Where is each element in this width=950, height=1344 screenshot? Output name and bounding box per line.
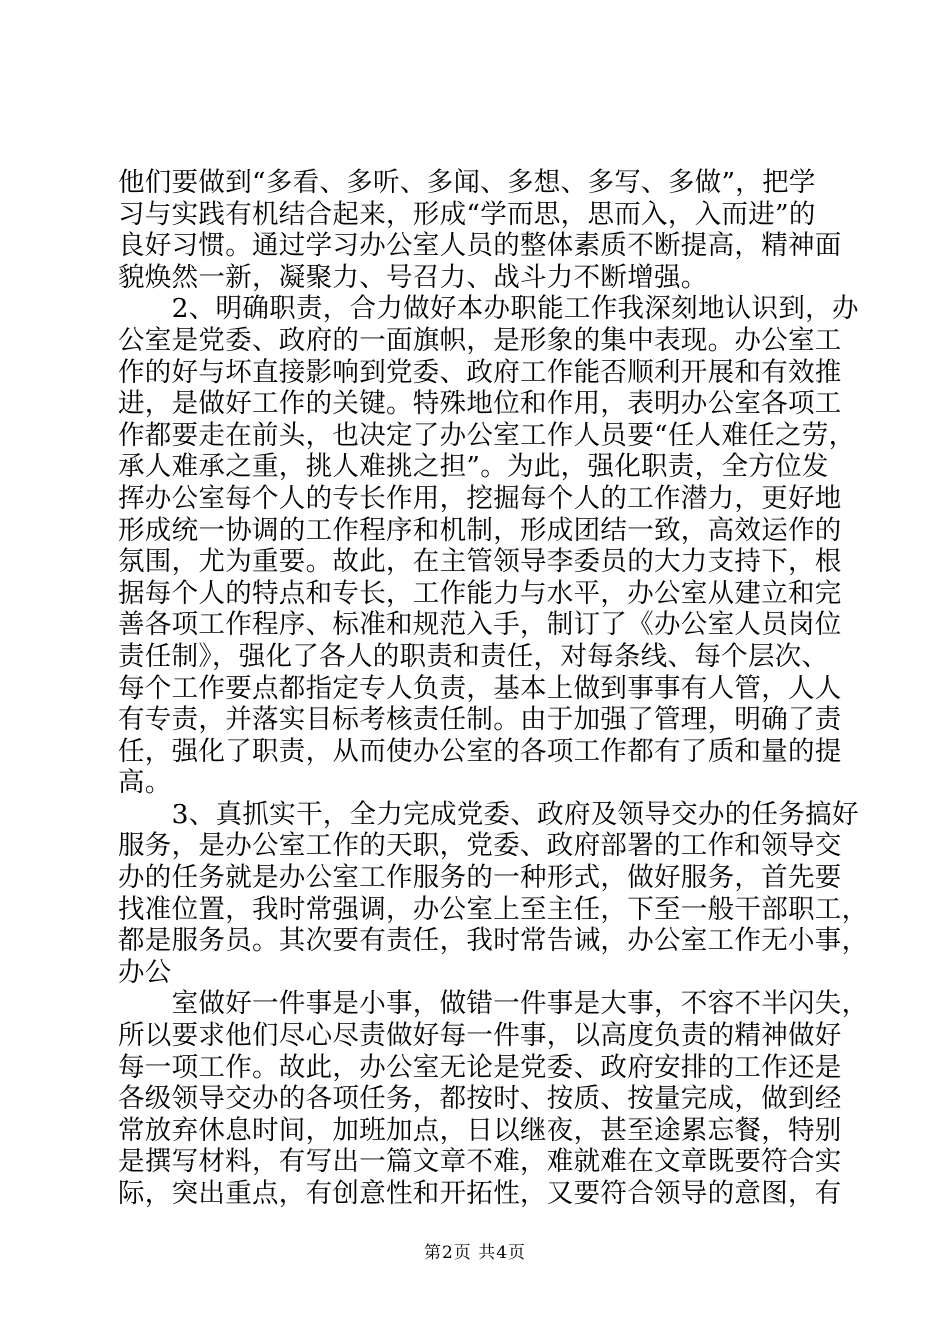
text-line: 作都要走在前头，也决定了办公室工作人员要“任人难任之劳， bbox=[118, 419, 856, 451]
text-line: 3、真抓实干，全力完成党委、政府及领导交办的任务搞好 bbox=[118, 798, 859, 830]
text-line: 习与实践有机结合起来，形成“学而思，思而入，入而进”的 bbox=[118, 198, 816, 230]
text-line: 责任制》，强化了各人的职责和责任，对每条线、每个层次、 bbox=[118, 640, 829, 672]
page-number-footer: 第2页 共4页 bbox=[423, 1243, 527, 1263]
text-line: 高。 bbox=[118, 767, 172, 799]
text-line: 室做好一件事是小事，做错一件事是大事，不容不半闪失， bbox=[118, 988, 869, 1020]
document-body bbox=[118, 167, 869, 1210]
text-line: 有专责，并落实目标考核责任制。由于加强了管理，明确了责 bbox=[118, 704, 842, 736]
text-line: 良好习惯。通过学习办公室人员的整体素质不断提高，精神面 bbox=[118, 230, 842, 262]
text-line: 形成统一协调的工作程序和机制，形成团结一致，高效运作的 bbox=[118, 514, 842, 546]
text-line: 都是服务员。其次要有责任，我时常告诫，办公室工作无小事， bbox=[118, 925, 869, 957]
text-line: 办公 bbox=[118, 956, 172, 988]
text-line: 所以要求他们尽心尽责做好每一件事，以高度负责的精神做好 bbox=[118, 1020, 842, 1052]
text-line: 貌焕然一新，凝聚力、号召力、战斗力不断增强。 bbox=[118, 261, 708, 293]
text-line: 每个工作要点都指定专人负责，基本上做到事事有人管，人人 bbox=[118, 672, 842, 704]
text-line: 每一项工作。故此，办公室无论是党委、政府安排的工作还是 bbox=[118, 1051, 842, 1083]
text-line: 是撰写材料，有写出一篇文章不难，难就难在文章既要符合实 bbox=[118, 1146, 842, 1178]
text-line: 进，是做好工作的关键。特殊地位和作用，表明办公室各项工 bbox=[118, 388, 842, 420]
text-line: 际，突出重点，有创意性和开拓性，又要符合领导的意图，有 bbox=[118, 1178, 842, 1209]
text-line: 善各项工作程序、标准和规范入手，制订了《办公室人员岗位 bbox=[118, 609, 842, 641]
text-line: 他们要做到“多看、多听、多闻、多想、多写、多做”，把学 bbox=[118, 167, 816, 198]
text-line: 氛围，尤为重要。故此，在主管领导李委员的大力支持下，根 bbox=[118, 546, 842, 578]
text-line: 找准位置，我时常强调，办公室上至主任，下至一般干部职工， bbox=[118, 893, 869, 925]
text-line: 挥办公室每个人的专长作用，挖掘每个人的工作潜力，更好地 bbox=[118, 482, 842, 514]
text-line: 据每个人的特点和专长，工作能力与水平，办公室从建立和完 bbox=[118, 577, 842, 609]
text-line: 作的好与坏直接影响到党委、政府工作能否顺利开展和有效推 bbox=[118, 356, 842, 388]
text-line: 服务，是办公室工作的天职，党委、政府部署的工作和领导交 bbox=[118, 830, 842, 862]
text-line: 承人难承之重，挑人难挑之担”。为此，强化职责，全方位发 bbox=[118, 451, 829, 483]
text-line: 各级领导交办的各项任务，都按时、按质、按量完成，做到经 bbox=[118, 1083, 842, 1115]
text-line: 公室是党委、政府的一面旗帜，是形象的集中表现。办公室工 bbox=[118, 324, 842, 356]
text-line: 任，强化了职责，从而使办公室的各项工作都有了质和量的提 bbox=[118, 735, 842, 767]
text-line: 常放弃休息时间，加班加点，日以继夜，甚至途累忘餐，特别 bbox=[118, 1114, 842, 1146]
text-line: 办的任务就是办公室工作服务的一种形式，做好服务，首先要 bbox=[118, 862, 842, 894]
text-line: 2、明确职责，合力做好本办职能工作我深刻地认识到，办 bbox=[118, 293, 859, 325]
